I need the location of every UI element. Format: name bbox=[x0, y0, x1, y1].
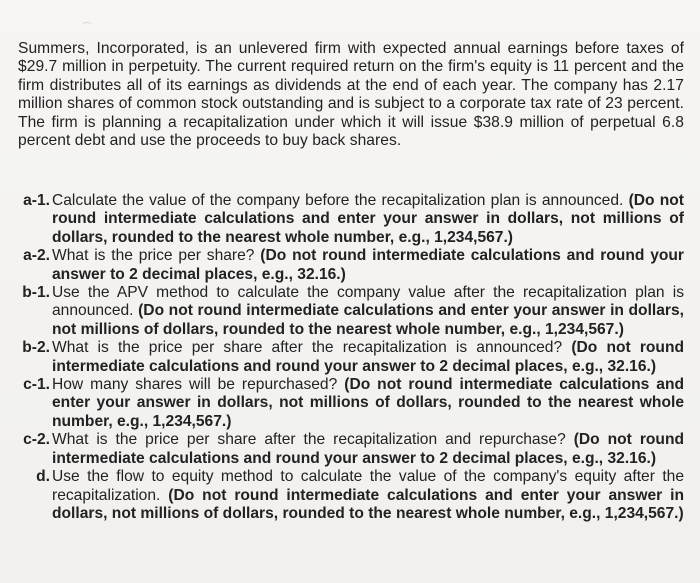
question-instruction: (Do not round intermediate calculations and enter your answer in dollars, not millions of dollars, rounded to the nearest whole number, e.g., 1,234,567.) bbox=[52, 376, 684, 430]
question-label: d. bbox=[36, 468, 50, 486]
question-c2 bbox=[18, 431, 684, 468]
question-label: b-2. bbox=[22, 339, 50, 357]
question-instruction: (Do not round intermediate calculations and enter your answer in dollars, not millions of dollars, rounded to the nearest whole number, e.g., 1,234,567.) bbox=[52, 302, 684, 338]
question-instruction: (Do not round intermediate calculations and enter your answer in dollars, not millions of dollars, rounded to the nearest whole number, e.g., 1,234,567.) bbox=[52, 486, 684, 522]
scan-mark bbox=[82, 22, 92, 28]
question-text: What is the price per share? bbox=[52, 247, 255, 265]
question-d bbox=[18, 468, 684, 523]
problem-intro: Summers, Incorporated, is an unlevered firm with expected annual earnings before taxes of $29.7 million in perpetuity. The current required return on the firm's equity is 11 percent and the firm distributes all of its earnings as dividends at the end of each year. The company has 2.17 million shares of common stock outstanding and is subject to a corporate tax rate of 23 percent. The firm is planning a recapitalization under which it will issue $38.9 million of perpetual 6.8 percent debt and use the proceeds to buy back shares. bbox=[18, 40, 684, 150]
question-text: What is the price per share after the recapitalization is announced? bbox=[52, 339, 563, 357]
question-text: Use the APV method to calculate the company value after the recapitalization plan is announced. bbox=[52, 284, 684, 320]
question-b1 bbox=[18, 284, 684, 339]
question-label: c-2. bbox=[23, 431, 50, 449]
question-instruction: (Do not round intermediate calculations and round your answer to 2 decimal places, e.g., 32.16.) bbox=[52, 247, 684, 283]
question-label: a-2. bbox=[23, 247, 50, 265]
question-text: How many shares will be repurchased? bbox=[52, 376, 338, 394]
question-instruction: (Do not round intermediate calculations and round your answer to 2 decimal places, e.g., 32.16.) bbox=[52, 339, 684, 375]
question-a1 bbox=[18, 192, 684, 247]
question-a2 bbox=[18, 247, 684, 284]
question-c1 bbox=[18, 376, 684, 431]
question-label: a-1. bbox=[23, 192, 50, 209]
question-text: Calculate the value of the company before the recapitalization plan is announced. bbox=[52, 192, 624, 209]
question-instruction: (Do not round intermediate calculations and enter your answer in dollars, not millions of dollars, rounded to the nearest whole number, e.g., 1,234,567.) bbox=[52, 192, 684, 246]
question-list bbox=[18, 192, 684, 523]
question-instruction: (Do not round intermediate calculations and round your answer to 2 decimal places, e.g., 32.16.) bbox=[52, 431, 684, 467]
question-label: b-1. bbox=[22, 284, 50, 302]
question-b2 bbox=[18, 339, 684, 376]
question-label: c-1. bbox=[23, 376, 50, 394]
question-text: What is the price per share after the recapitalization and repurchase? bbox=[52, 431, 566, 449]
question-text: Use the flow to equity method to calculate the value of the company's equity after the recapitalization. bbox=[52, 468, 684, 504]
